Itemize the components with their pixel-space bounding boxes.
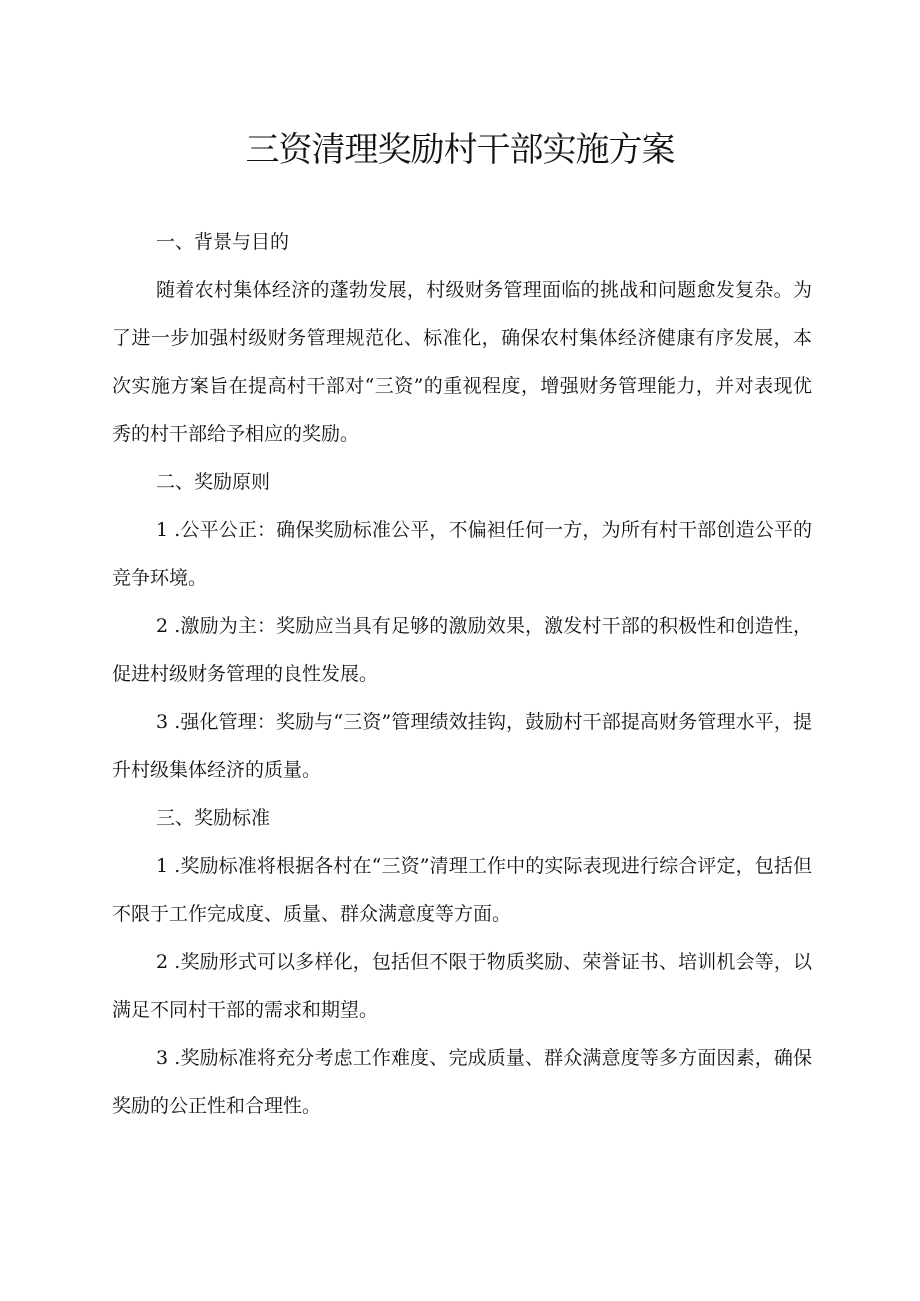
document-body bbox=[112, 218, 812, 1130]
paragraph: 3 .奖励标准将充分考虑工作难度、完成质量、群众满意度等多方面因素，确保奖励的公正性和合理性。 bbox=[112, 1047, 812, 1117]
section-principles bbox=[112, 458, 812, 794]
paragraph: 1 .公平公正：确保奖励标准公平，不偏袒任何一方，为所有村干部创造公平的竞争环境。 bbox=[112, 519, 812, 589]
section-heading: 三、奖励标准 bbox=[156, 807, 271, 829]
section-background bbox=[112, 218, 812, 458]
paragraph: 3 .强化管理：奖励与“三资”管理绩效挂钩，鼓励村干部提高财务管理水平，提升村级集体经济的质量。 bbox=[112, 711, 812, 781]
document-title: 三资清理奖励村干部实施方案 bbox=[245, 130, 675, 170]
section-standards bbox=[112, 794, 812, 1130]
paragraph: 2 .激励为主：奖励应当具有足够的激励效果，激发村干部的积极性和创造性，促进村级财务管理的良性发展。 bbox=[112, 615, 812, 685]
paragraph: 1 .奖励标准将根据各村在“三资”清理工作中的实际表现进行综合评定，包括但不限于工作完成度、质量、群众满意度等方面。 bbox=[112, 855, 812, 925]
paragraph: 2 .奖励形式可以多样化，包括但不限于物质奖励、荣誉证书、培训机会等，以满足不同村干部的需求和期望。 bbox=[112, 951, 812, 1021]
section-heading: 一、背景与目的 bbox=[156, 231, 290, 253]
section-heading: 二、奖励原则 bbox=[156, 471, 271, 493]
paragraph: 随着农村集体经济的蓬勃发展，村级财务管理面临的挑战和问题愈发复杂。为了进一步加强村级财务管理规范化、标准化，确保农村集体经济健康有序发展，本次实施方案旨在提高村干部对“三资”的重视程度，增强财务管理能力，并对表现优秀的村干部给予相应的奖励。 bbox=[112, 279, 812, 445]
